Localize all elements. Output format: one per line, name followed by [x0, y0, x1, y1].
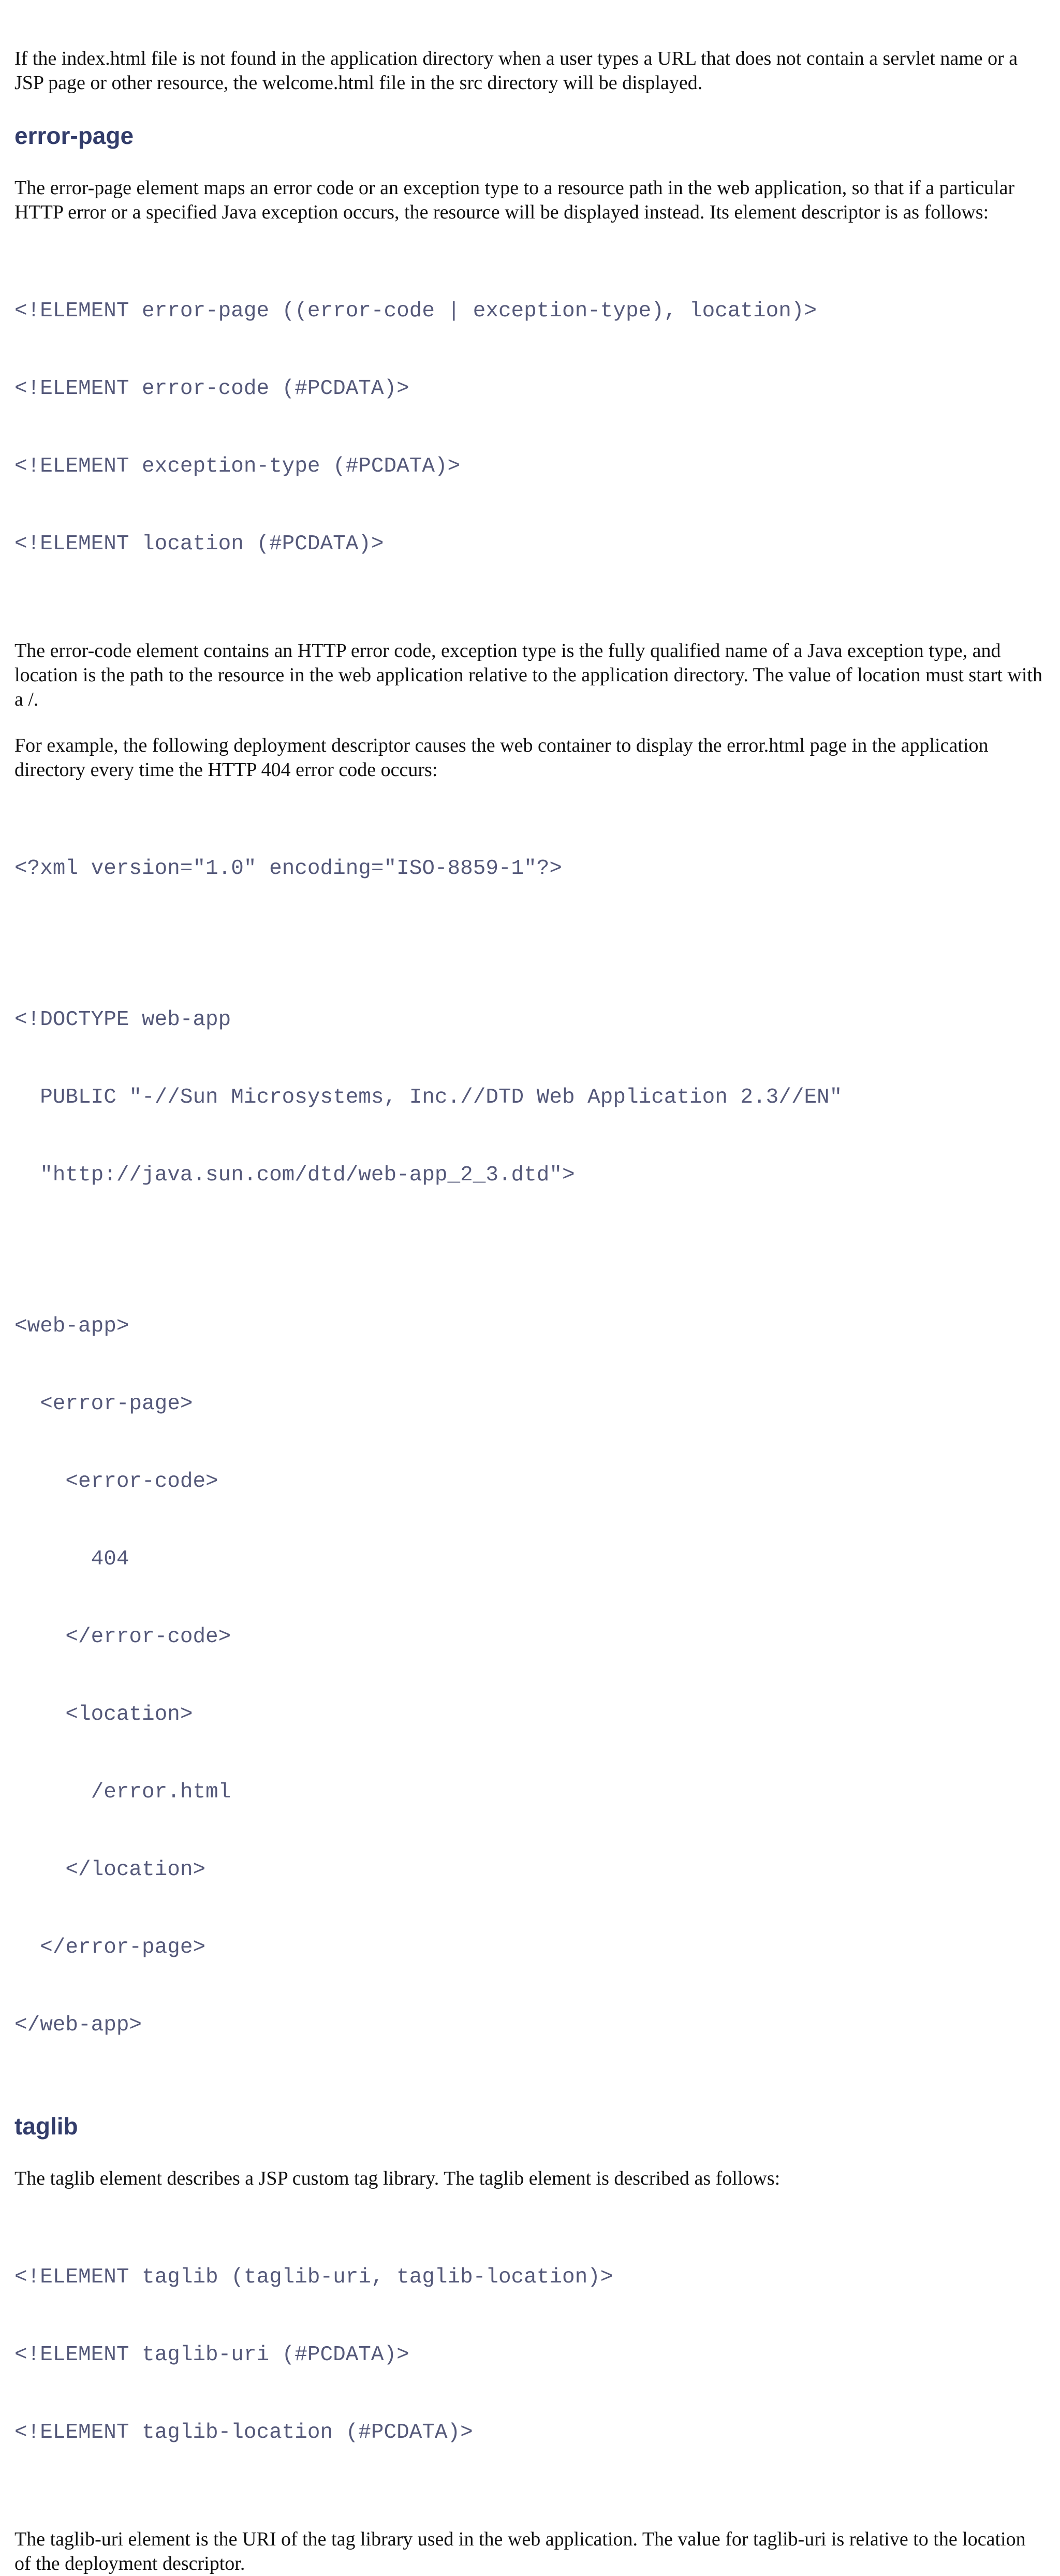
code-block-web-app: [14, 1262, 1046, 2090]
code-block-error-page-dtd: [14, 246, 1046, 609]
code-line: PUBLIC "-//Sun Microsystems, Inc.//DTD Web Application 2.3//EN": [14, 1086, 843, 1109]
code-line: </error-code>: [14, 1625, 231, 1649]
taglib-description: The taglib element describes a JSP custom tag library. The taglib element is described as follows:: [14, 2168, 781, 2189]
document-page: [14, 47, 1046, 2576]
code-line: <error-code>: [14, 1470, 218, 1494]
heading-taglib: taglib: [14, 2113, 78, 2140]
code-line: <!ELEMENT location (#PCDATA)>: [14, 532, 384, 556]
code-line: <!ELEMENT taglib (taglib-uri, taglib-location)>: [14, 2265, 613, 2289]
code-line: 404: [14, 1547, 129, 1571]
code-block-xml-declaration: [14, 804, 1046, 933]
example-description: For example, the following deployment descriptor causes the web container to display the error.html page in the application directory every time the HTTP 404 error code occurs:: [14, 735, 989, 781]
code-line: <location>: [14, 1703, 193, 1726]
code-line: <web-app>: [14, 1314, 129, 1338]
code-block-taglib-dtd: [14, 2213, 1046, 2497]
code-line: <!ELEMENT taglib-uri (#PCDATA)>: [14, 2343, 409, 2367]
heading-error-page: error-page: [14, 122, 134, 149]
code-line: /error.html: [14, 1780, 231, 1804]
intro-paragraph: If the index.html file is not found in the application directory when a user types a URL that does not contain a servlet name or a JSP page or other resource, the welcome.html file in the src directory will be displayed.: [14, 48, 1018, 94]
code-line: "http://java.sun.com/dtd/web-app_2_3.dtd">: [14, 1163, 575, 1187]
code-line: <!ELEMENT error-code (#PCDATA)>: [14, 377, 409, 401]
code-block-doctype: [14, 955, 1046, 1240]
code-line: </location>: [14, 1858, 206, 1882]
error-page-description: The error-page element maps an error code or an exception type to a resource path in the web application, so that if a particular HTTP error or a specified Java exception occurs, the resource will be displayed instead. Its element descriptor is as follows:: [14, 177, 1015, 223]
code-line: <error-page>: [14, 1392, 193, 1416]
code-line: <?xml version="1.0" encoding="ISO-8859-1"?>: [14, 857, 562, 881]
error-code-description: The error-code element contains an HTTP error code, exception type is the fully qualified name of a Java exception type, and location is the path to the resource in the web application relative to the application directory. The value of location must start with a /.: [14, 640, 1042, 710]
code-line: </error-page>: [14, 1936, 206, 1959]
code-line: <!DOCTYPE web-app: [14, 1008, 231, 1032]
code-line: </web-app>: [14, 2013, 142, 2037]
code-line: <!ELEMENT taglib-location (#PCDATA)>: [14, 2421, 473, 2445]
code-line: <!ELEMENT exception-type (#PCDATA)>: [14, 455, 461, 478]
code-line: <!ELEMENT error-page ((error-code | exception-type), location)>: [14, 299, 817, 323]
taglib-uri-description: The taglib-uri element is the URI of the tag library used in the web application. The value for taglib-uri is relative to the location of the deployment descriptor.: [14, 2528, 1026, 2574]
